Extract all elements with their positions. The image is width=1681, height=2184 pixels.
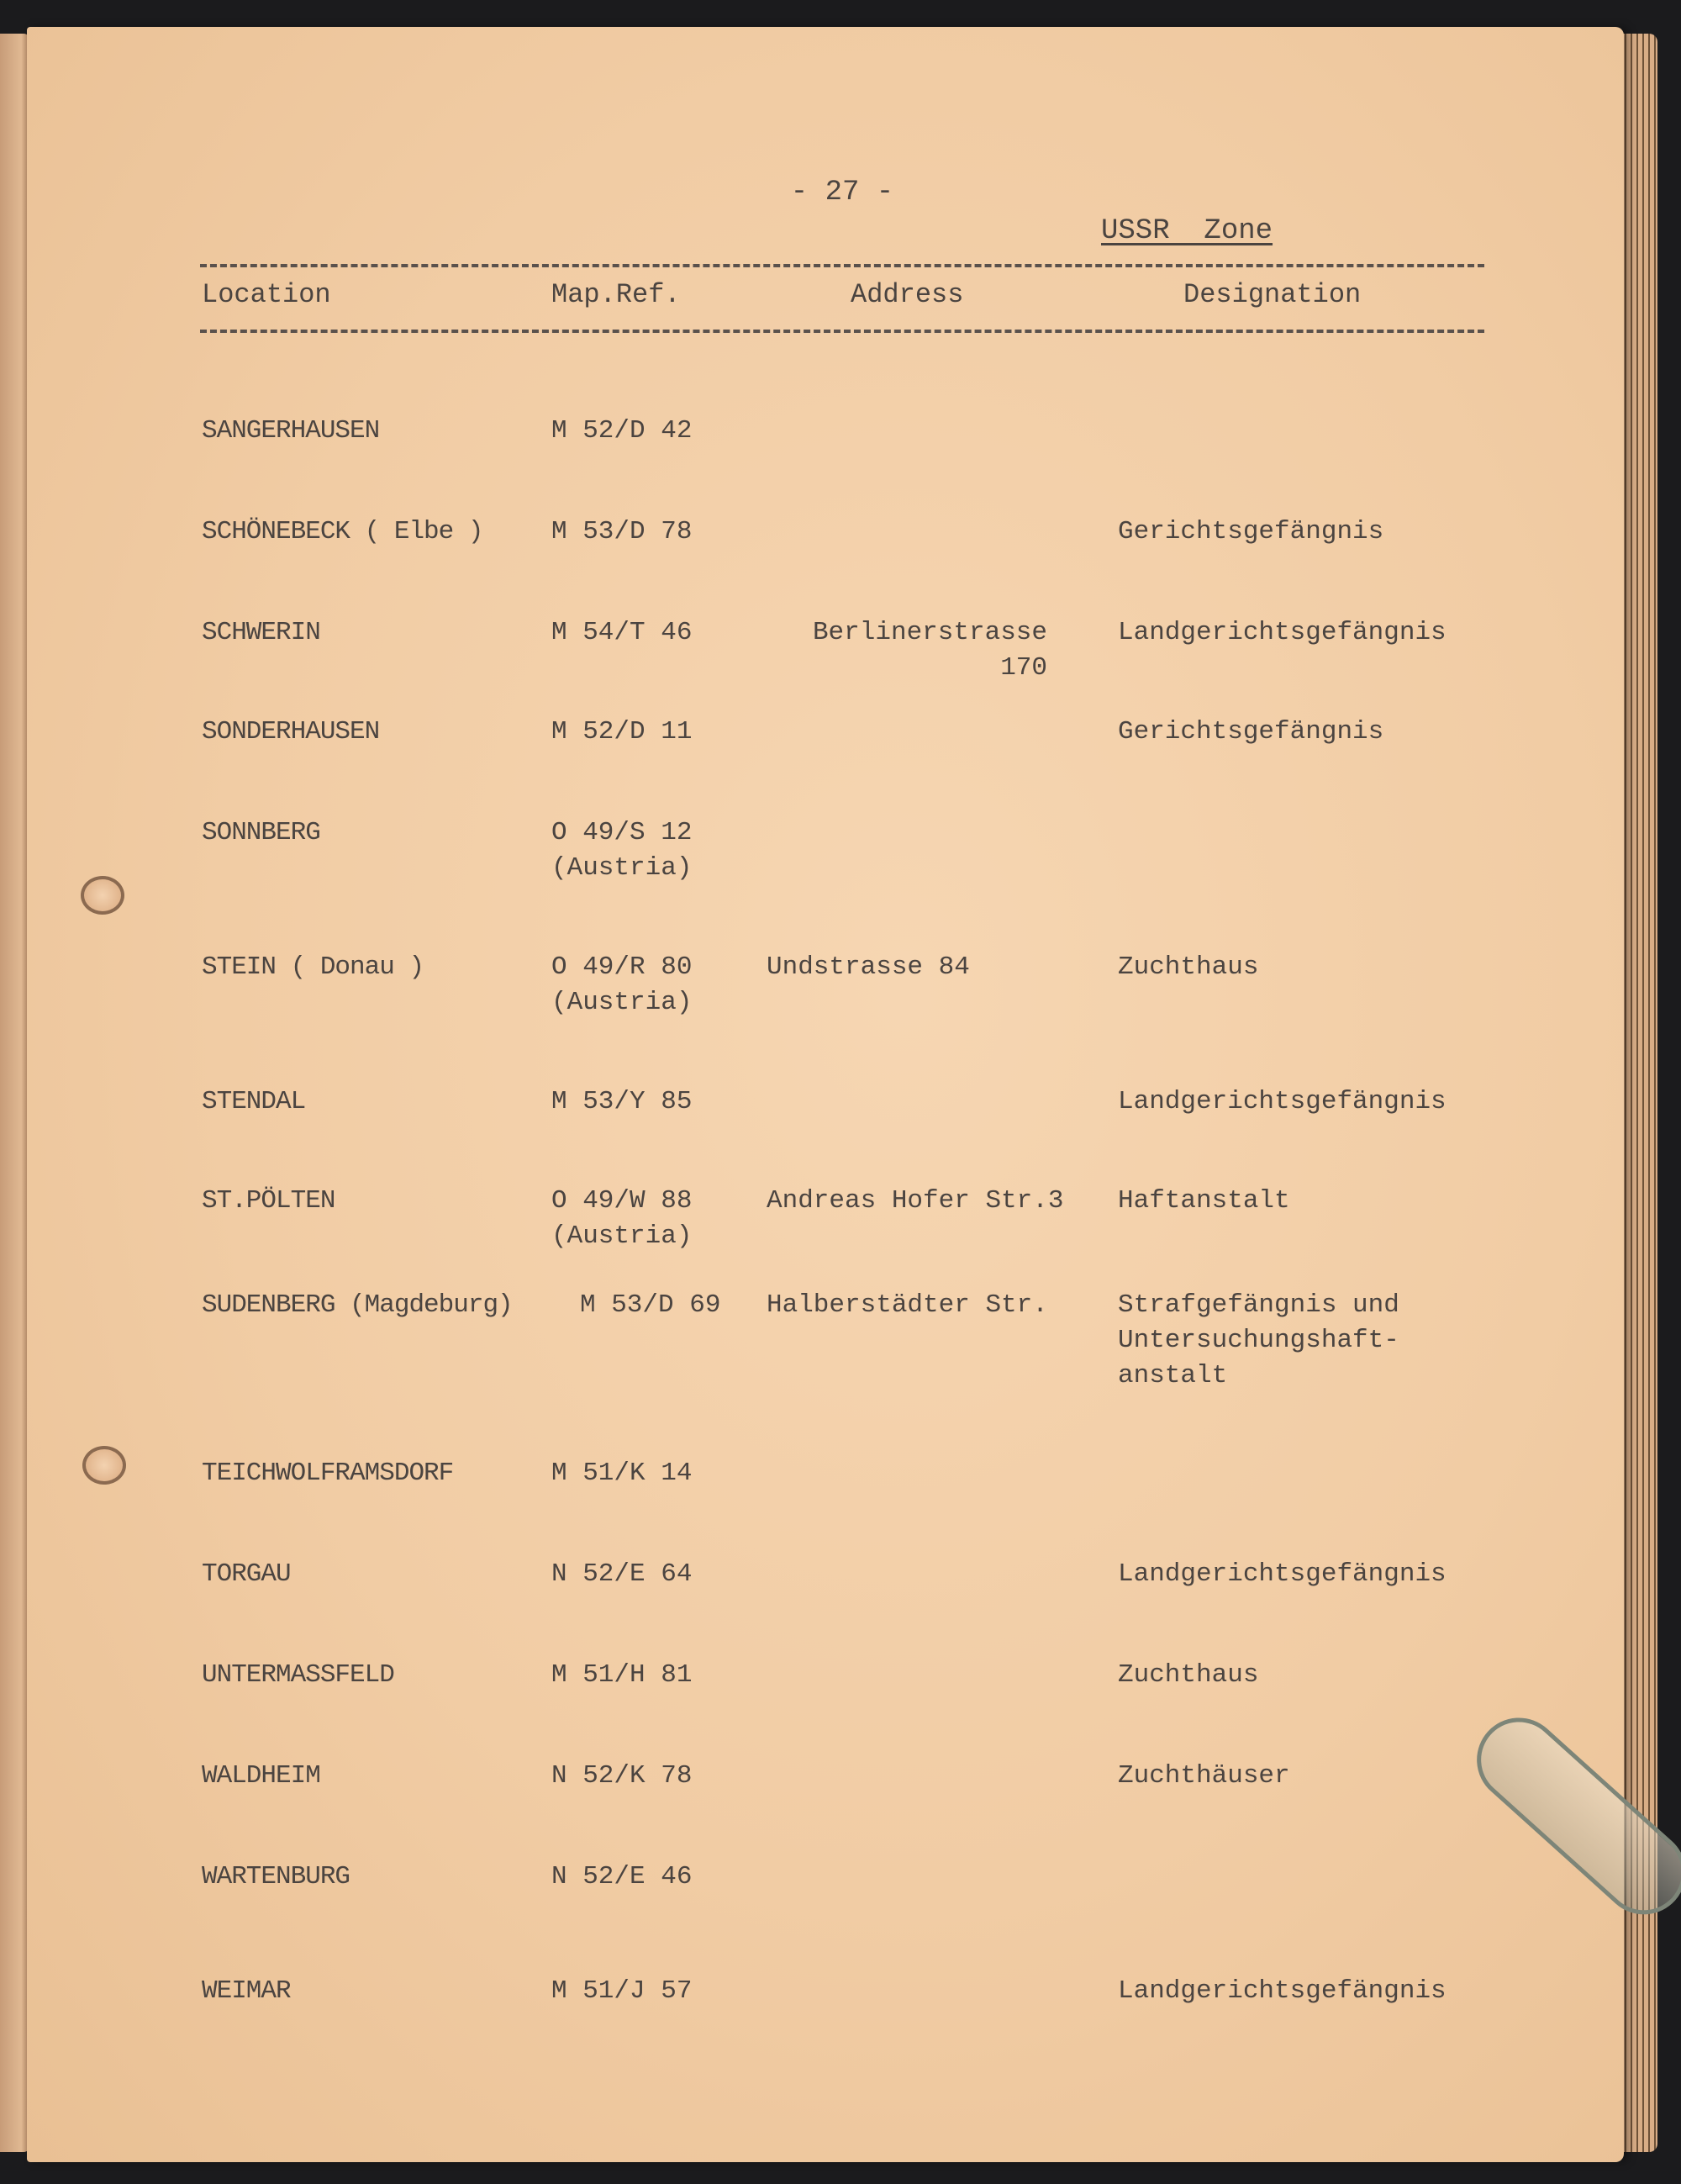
map-ref-cell: O 49/R 80 (Austria): [551, 952, 693, 1017]
location-cell: ST.PÖLTEN: [202, 1186, 335, 1216]
address-cell: Halberstädter Str.: [767, 1290, 1048, 1320]
map-ref-cell: M 52/D 11: [551, 717, 693, 746]
designation-cell: Gerichtsgefängnis: [1118, 517, 1384, 546]
designation-cell: Zuchthäuser: [1118, 1761, 1290, 1791]
location-cell: SONNBERG: [202, 818, 320, 847]
designation-cell: Zuchthaus: [1118, 1660, 1259, 1690]
location-cell: STEIN ( Donau ): [202, 952, 424, 982]
map-ref-cell: O 49/S 12 (Austria): [551, 818, 693, 883]
map-ref-cell: M 51/K 14: [551, 1459, 693, 1488]
location-cell: TORGAU: [202, 1559, 291, 1589]
map-ref-cell: M 53/D 69: [580, 1290, 721, 1320]
page-number: - 27 -: [790, 177, 894, 208]
designation-cell: Landgerichtsgefängnis: [1118, 1976, 1447, 2006]
location-cell: SCHÖNEBECK ( Elbe ): [202, 517, 483, 546]
dashed-rule-top: [200, 264, 1484, 267]
address-cell: Berlinerstrasse 170: [812, 618, 1047, 683]
map-ref-cell: O 49/W 88 (Austria): [551, 1186, 693, 1251]
designation-cell: Landgerichtsgefängnis: [1118, 618, 1447, 647]
dashed-rule-bottom: [200, 330, 1484, 333]
location-cell: STENDAL: [202, 1087, 306, 1116]
address-cell: Andreas Hofer Str.3: [767, 1186, 1064, 1216]
designation-cell: Landgerichtsgefängnis: [1118, 1087, 1447, 1116]
map-ref-cell: M 51/J 57: [551, 1976, 693, 2006]
map-ref-cell: M 53/D 78: [551, 517, 693, 546]
location-cell: UNTERMASSFELD: [202, 1660, 394, 1690]
location-cell: SANGERHAUSEN: [202, 416, 380, 446]
location-cell: WARTENBURG: [202, 1862, 350, 1891]
map-ref-cell: M 54/T 46: [551, 618, 693, 647]
location-cell: WEIMAR: [202, 1976, 291, 2006]
map-ref-cell: N 52/E 64: [551, 1559, 693, 1589]
designation-cell: Strafgefängnis und Untersuchungshaft- anstalt: [1118, 1290, 1399, 1390]
location-cell: SCHWERIN: [202, 618, 320, 647]
designation-cell: Landgerichtsgefängnis: [1118, 1559, 1447, 1589]
facing-page-edge: [0, 34, 30, 2152]
designation-cell: Haftanstalt: [1118, 1186, 1290, 1216]
designation-cell: Gerichtsgefängnis: [1118, 717, 1384, 746]
map-ref-cell: M 52/D 42: [551, 416, 693, 446]
column-header-address: Address: [851, 279, 964, 310]
map-ref-cell: N 52/K 78: [551, 1761, 693, 1791]
document-content: [27, 27, 1624, 2162]
location-cell: SUDENBERG (Magdeburg): [202, 1290, 513, 1320]
map-ref-cell: M 53/Y 85: [551, 1087, 693, 1116]
column-header-location: Location: [202, 279, 331, 310]
map-ref-cell: N 52/E 46: [551, 1862, 693, 1891]
column-header-designation: Designation: [1183, 279, 1362, 310]
address-cell: Undstrasse 84: [767, 952, 970, 982]
map-ref-cell: M 51/H 81: [551, 1660, 693, 1690]
designation-cell: Zuchthaus: [1118, 952, 1259, 982]
zone-heading: USSR Zone: [1101, 215, 1273, 247]
location-cell: WALDHEIM: [202, 1761, 320, 1791]
location-cell: SONDERHAUSEN: [202, 717, 380, 746]
location-cell: TEICHWOLFRAMSDORF: [202, 1459, 454, 1488]
document-page: [27, 27, 1624, 2162]
column-header-map-ref: Map.Ref.: [551, 279, 681, 310]
